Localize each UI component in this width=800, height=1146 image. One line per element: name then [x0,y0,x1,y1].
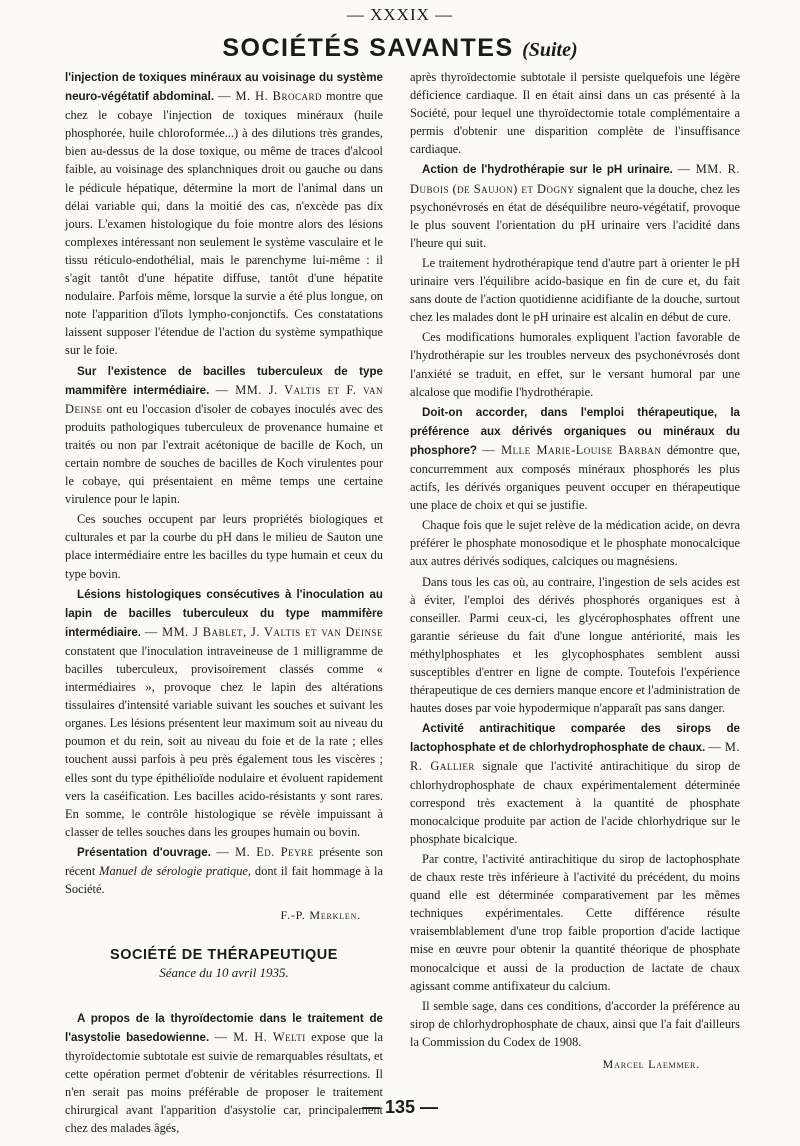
author-peyre: — M. Ed. Peyre [216,844,314,859]
paragraph-modifications: Ces modifications humorales expliquent l'action favorable de l'hydrothérapie sur les troubles nerveux des psychonévrosés dont l'anxiété se traduit, en effet, sur le versant humoral par une alcalose que modifie l'hydrothérapie. [410,330,740,399]
author-bablet: — MM. J Bablet, J. Valtis et van Deinse [144,624,383,639]
heading-presentation: Présentation d'ouvrage. [77,845,211,859]
body-welti: expose que la thyroïdectomie subtotale est suivie de remarquables résultats, et cette opération permet d'obtenir de véritables résurrections. Il n'en serait pas moins préférable de proposer le traitement chirurgical avant l'apparition d'asystolie car, principalement chez des malades âgés, [65,1029,383,1136]
left-column [65,68,383,1139]
body-barban: démontre que, concurremment aux composés minéraux phosphorés les plus actifs, les dérivés organiques peuvent occuper en thérapeutique une place de choix et qui se justifie. [410,442,740,513]
body-peyre-a: présente son récent [65,844,384,879]
page-roman-number: — XXXIX — [346,5,454,24]
author-welti: — M. H. Welti [214,1029,306,1044]
heading-lesions: Lésions histologiques consécutives à l'inoculation au lapin de bacilles tuberculeux du type mammifère intermédiaire. [65,587,383,639]
section-title: SOCIÉTÉ DE THÉRAPEUTIQUE [110,947,338,964]
paragraph-brocard [65,68,383,360]
page-number: — 135 — [361,1097,439,1117]
author-dubois: — MM. R. Dubois (de Saujon) et Dogny [410,162,740,196]
body-valtis: ont eu l'occasion d'isoler de cobayes inoculés avec des produits pathologiques tuberculeux de provenance humaine et traités ou non par l'extrait acétonique de bacille de Koch, un certain nombre de souches de bacilles de Koch virulentes pour le cobaye, qui présentaient en même temps une certaine virulence pour le lapin. [65,401,383,507]
paragraph-medication: Chaque fois que le sujet relève de la médication acide, on devra préférer le phosphate monosodique et le phosphate monocalcique aux autres dérivés sodiques, calciques ou magnésiens. [410,518,740,569]
body-gallier: signale que l'activité antirachitique du sirop de chlorhydrophosphate de chaux expérimentalement déterminée correspond très exactement à la quantité de phosphate monocalcique produite par action de l'acide chlorhydrique sur le phosphate bicalcique. [410,759,740,846]
author-brocard: — M. H. Brocard [218,89,322,104]
book-title: Manuel de sérologie pratique, [99,864,252,879]
title-suite: (Suite) [522,39,578,61]
paragraph-conclusion: Il semble sage, dans ces conditions, d'accorder la préférence au sirop de chlorhydrophosphate de chaux, ainsi que l'a fait d'ailleurs la Commission du Codex de 1908. [410,998,740,1049]
body-brocard: montre que chez le cobaye l'injection de toxiques minéraux (huile phosphorée, huile chloroformée...) à des dilutions très grandes, bien au-dessus de la dose toxique, ou même de traces d'alcool faible, au voisinage des splanchniques droit ou gauche ou dans le pédicule hépatique, détermine la mort de l'animal dans un délai variable qui, dans la moitié des cas, n'excède pas dix jours. L'examen histologique du foie montre alors des lésions complexes intéressant non seulement le système vasculaire et le tissu réticulo-endothélial, mais le parenchyme lui-même : il s'agit tantôt d'une hépatite diffuse, tantôt d'une hépatite nodulaire. Parfois même, lorsque la survie a été plus longue, on note l'apparition d'îlots lympho-conjonctifs. Ces constatations laissent supposer l'étendue de l'action du système sympathique sur le foie. [65,89,383,358]
signature-merklen: F.-P. Merklen. [280,908,361,923]
paragraph-dubois [410,160,740,251]
right-column [410,68,740,1073]
paragraph-traitement: Le traitement hydrothérapique tend d'autre part à orienter le pH urinaire vers l'équilibre acido-basique en fin de cure et, du fait sans doute de l'action quotidienne acidifiante de la douche, surtout chez les malades dont le pH urinaire est alcalin en début de cure. [410,255,740,325]
paragraph-valtis [65,362,383,509]
paragraph-peyre [65,843,383,898]
paragraph-barban [410,403,740,515]
heading-toxiques: l'injection de toxiques minéraux au voisinage du système neuro-végétatif abdominal. [65,71,383,104]
heading-phosphore: Doit-on accorder, dans l'emploi thérapeutique, la préférence aux dérivés organiques ou minéraux du phosphore? [410,405,740,457]
paragraph-continuation: après thyroïdectomie subtotale il persiste quelquefois une légère déficience cardiaque. Il en était ainsi dans un cas présenté à la Société, pour lequel une thyroïdectomie totale complémentaire a permis d'obtenir une disparition complète de l'insuffisance cardiaque. [410,70,740,157]
author-barban: — Mlle Marie-Louise Barban [482,442,662,457]
heading-thyroidectomie: A propos de la thyroïdectomie dans le traitement de l'asystolie basedowienne. [65,1011,383,1044]
heading-bacilles: Sur l'existence de bacilles tuberculeux de type mammifère intermédiaire. [65,364,383,397]
paragraph-bablet [65,585,383,841]
page-title [0,34,800,63]
paragraph-souches: Ces souches occupent par leurs propriétés biologiques et culturales et par la courbe du pH dans le milieu de Sauton une place intermédiaire entre les bacilles du type humain et ceux du type bovin. [65,512,383,581]
section-date: Séance du 10 avril 1935. [159,965,289,981]
author-gallier: — M. R. Gallier [410,740,740,774]
signature-laemmer: Marcel Laemmer. [602,1056,700,1071]
paragraph-contre: Par contre, l'activité antirachitique du sirop de lactophosphate de chaux reste très inférieure à l'activité du précédent, du moins quand elle est déterminée comparativement par les mêmes techniques expérimentales. Cette différence résulte vraisemblablement d'une trop faible proportion d'acide lactique mise en œuvre pour obtenir la quantité théorique de phosphate monocalcique et aussi de la production de lactate de chaux agissant comme antifixateur du calcium. [410,851,740,993]
heading-antirachitique: Activité antirachitique comparée des sirops de lactophosphate et de chlorhydrophosphate de chaux. [410,722,740,755]
paragraph-gallier [410,719,740,848]
paragraph-sels: Dans tous les cas où, au contraire, l'ingestion de sels acides est à éviter, l'emploi des dérivés phosphorés organiques est à conseiller. Parmi ceux-ci, les glycérophosphates offrent une garantie sérieuse du fait d'une longue antériorité, mais les méthylphosphates et les glycophosphates semblent aussi susceptibles d'entrer en ligne de compte. Toutefois l'expérience thérapeutique de ces derniers manque encore et l'administration de hautes doses par voie hypodermique n'apparaît pas sans danger. [410,574,740,716]
body-peyre-b: dont il fait hommage à la Société. [65,864,383,897]
author-valtis: — MM. J. Valtis et F. van Deinse [65,382,383,416]
body-bablet: constatent que l'inoculation intraveineuse de 1 milligramme de bacilles tuberculeux, provisoirement classés comme « intermédiaires », provoque chez le lapin des altérations tissulaires d'intensité variable suivant les souches et suivant les organes. Les lésions présentent leur maximum soit au niveau du poumon et du rein, soit au niveau du foie et de la rate ; elles touchent aussi parfois à peu près également tous les viscères ; elles sont du type épithélioïde nodulaire et évoluent rapidement vers la caséification. Les bacilles acido-résistants y sont rares. En somme, le contrôle histologique se révèle impuissant à classer de telles souches dans les groupes humain ou bovin. [65,643,383,839]
heading-hydrotherapie: Action de l'hydrothérapie sur le pH urinaire. [422,163,673,177]
title-main: SOCIÉTÉS SAVANTES [222,34,514,62]
body-dubois: signalent que la douche, chez les psychonévrosés en état de déséquilibre neuro-végétatif, provoque le plus souvent l'orientation du pH urinaire vers l'acidité dans l'heure qui suit. [410,181,740,250]
